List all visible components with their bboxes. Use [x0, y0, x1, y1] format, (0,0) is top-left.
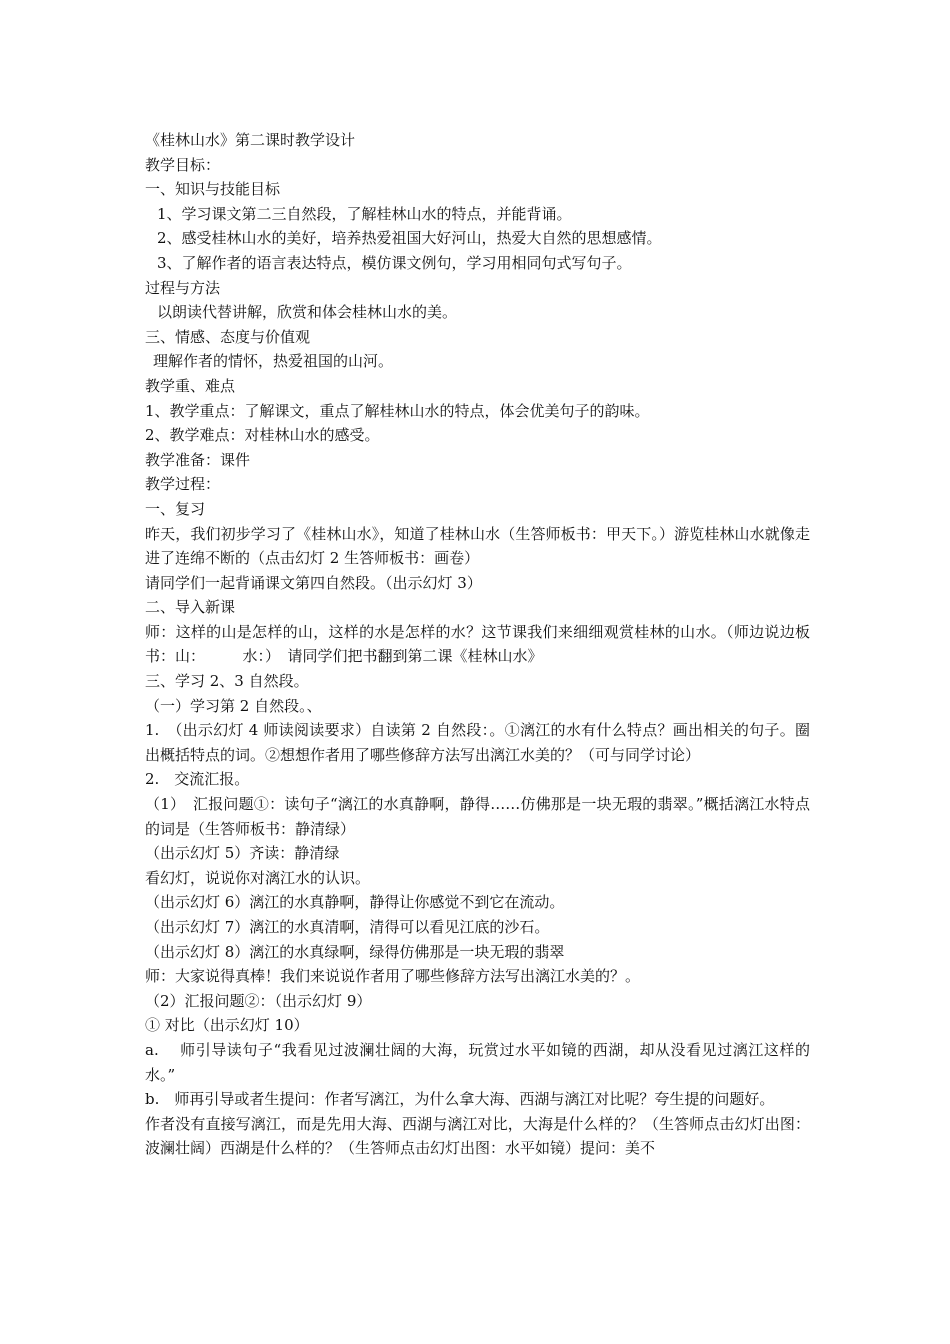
- knowledge-heading: 一、知识与技能目标: [145, 180, 281, 199]
- knowledge-item: 2、感受桂林山水的美好，培养热爱祖国大好河山，热爱大自然的思想感情。: [157, 229, 662, 248]
- slide-line: （出示幻灯 8）漓江的水真绿啊，绿得仿佛那是一块无瑕的翡翠: [145, 942, 565, 961]
- body-line: 看幻灯，说说你对漓江水的认识。: [145, 868, 371, 887]
- knowledge-item: 3、了解作者的语言表达特点，模仿课文例句，学习用相同句式写句子。: [157, 253, 632, 272]
- key-heading: 教学重、难点: [145, 376, 236, 395]
- steps-heading: 教学过程：: [145, 475, 221, 494]
- document-page: [145, 128, 810, 1161]
- learn-heading: 三、学习 2、3 自然段。: [145, 672, 309, 691]
- final-paragraph: 作者没有直接写漓江，而是先用大海、西湖与漓江对比，大海是什么样的？（生答师点击幻灯出图：波澜壮阔）西湖是什么样的？（生答师点击幻灯出图：水平如镜）提问：美不: [145, 1114, 810, 1158]
- intro-heading: 二、导入新课: [145, 598, 236, 617]
- document-title: 《桂林山水》第二课时教学设计: [145, 131, 356, 149]
- review-heading: 一、复习: [145, 499, 206, 518]
- contrast-line: ① 对比（出示幻灯 10）: [145, 1016, 309, 1035]
- item-b-paragraph: b. 师再引导或者生提问：作者写漓江，为什么拿大海、西湖与漓江对比呢？夸生提的问题好。: [145, 1090, 775, 1109]
- key-item: 2、教学难点：对桂林山水的感受。: [145, 426, 380, 445]
- slide-line: （出示幻灯 5）齐读：静清绿: [145, 844, 340, 863]
- prep-text: 教学准备：课件: [145, 450, 251, 469]
- teacher-line: 师：大家说得真棒！我们来说说作者用了哪些修辞方法写出漓江水美的？。: [145, 967, 641, 986]
- emotion-heading: 三、情感、态度与价值观: [145, 327, 311, 346]
- key-item: 1、教学重点：了解课文，重点了解桂林山水的特点，体会优美句子的韵味。: [145, 401, 650, 420]
- review-paragraph: 请同学们一起背诵课文第四自然段。（出示幻灯 3）: [145, 573, 482, 592]
- item-a-paragraph: a. 师引导读句子“我看见过波澜壮阔的大海，玩赏过水平如镜的西湖，却从没看见过漓江这样的水。”: [145, 1040, 810, 1084]
- slide-line: （出示幻灯 7）漓江的水真清啊，清得可以看见江底的沙石。: [145, 918, 550, 936]
- review-paragraph: 昨天，我们初步学习了《桂林山水》，知道了桂林山水（生答师板书：甲天下。）游览桂林山水就像走进了连绵不断的（点击幻灯 2 生答师板书：画卷）: [145, 524, 810, 568]
- step-paragraph: 2. 交流汇报。: [145, 770, 250, 789]
- learn-subheading: （一）学习第 2 自然段。、: [145, 696, 322, 715]
- step-paragraph: 1. （出示幻灯 4 师读阅读要求）自读第 2 自然段：。①漓江的水有什么特点？画出相关的句子。圈出概括特点的词。②想想作者用了哪些修辞方法写出漓江水美的？（可与同学讨论）: [145, 721, 810, 764]
- process-heading: 过程与方法: [145, 278, 221, 297]
- report-line: （2）汇报问题②：（出示幻灯 9）: [145, 991, 372, 1010]
- knowledge-item: 1、学习课文第二三自然段，了解桂林山水的特点，并能背诵。: [157, 204, 572, 223]
- goals-heading: 教学目标：: [145, 155, 221, 174]
- process-text: 以朗读代替讲解，欣赏和体会桂林山水的美。: [157, 303, 458, 322]
- report-paragraph: （1） 汇报问题①：读句子“漓江的水真静啊，静得……仿佛那是一块无瑕的翡翠。”概括漓江水特点的词是（生答师板书：静清绿）: [145, 795, 810, 838]
- emotion-text: 理解作者的情怀，热爱祖国的山河。: [153, 352, 394, 371]
- intro-paragraph: 师：这样的山是怎样的山，这样的水是怎样的水？这节课我们来细细观赏桂林的山水。（师边说边板书：山： 水：） 请同学们把书翻到第二课《桂林山水》: [145, 622, 810, 666]
- slide-line: （出示幻灯 6）漓江的水真静啊，静得让你感觉不到它在流动。: [145, 893, 565, 912]
